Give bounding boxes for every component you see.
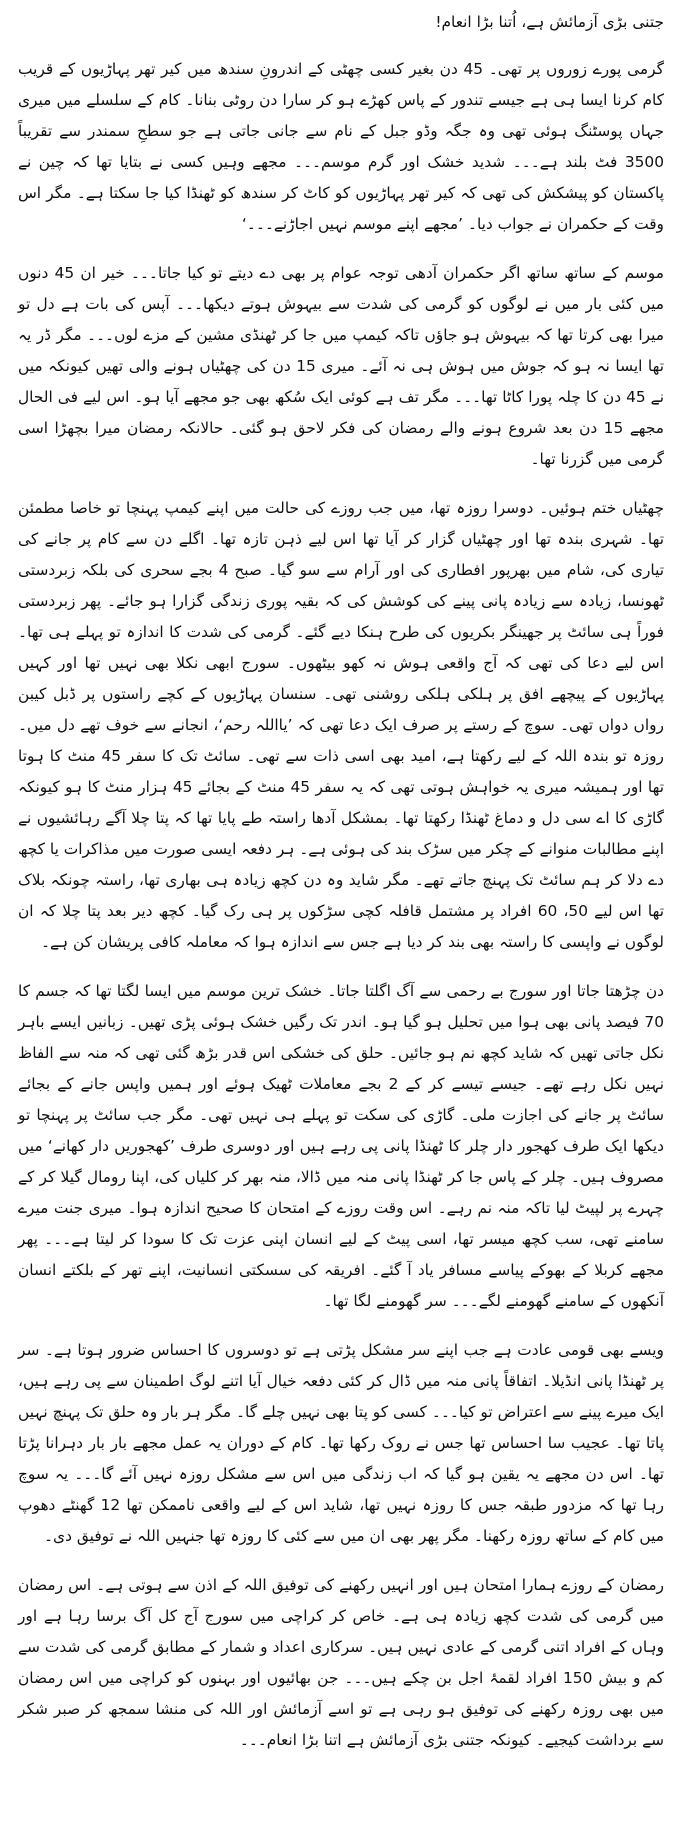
article-paragraph-1: گرمی پورے زوروں پر تھی۔ 45 دن بغیر کسی چھٹی کے اندرونِ سندھ میں کیر تھر پہاڑیوں کے قریب کام کرنا ایسا ہی ہے جیسے تندور کے پاس کھڑے ہو کر سارا دن روٹی بنانا۔ کام کے سلسلے میں میری جہاں پوسٹنگ ہوئی تھی وہ جگہ وڈو جبل کے نام سے جانی جاتی ہے جو سطحِ سمندر سے تقریباً 3500 فٹ بلند ہے۔۔۔ شدید خشک اور گرم موسم۔۔۔ مجھے وہیں کسی نے بتایا تھا کہ چین نے پاکستان کو پیشکش کی تھی کہ کیر تھر پہاڑیوں کو کاٹ کر سندھ کو ٹھنڈا کیا جا سکتا ہے۔ مگر اس وقت کے حکمران نے جواب دیا۔ ’مجھے اپنے موسم نہیں اجاڑنے۔۔۔‘ xyxy=(18,60,664,233)
article-paragraph-3: چھٹیاں ختم ہوئیں۔ دوسرا روزہ تھا، میں جب روزے کی حالت میں اپنے کیمپ پہنچا تو خاصا مطمئن تھا۔ شہری بندہ تھا اور چھٹیاں گزار کر آیا تھا اس لیے ذہن تازہ تھا۔ اگلے دن سے کام پر جانے کی تیاری کی، شام میں بھرپور افطاری کی اور آرام سے سو گیا۔ صبح 4 بجے سحری کی بلکہ زبردستی ٹھونسا، زیادہ سے زیادہ پانی پینے کی کوشش کی کہ بقیہ پوری زندگی گزارا ہو جائے۔ پھر زبردستی فوراً ہی سائٹ پر جھینگر بکریوں کی طرح ہنکا دیے گئے۔ گرمی کی شدت کا اندازہ تو پہلے ہی تھا۔ اس لیے دعا کی تھی کہ آج واقعی ہوش نہ کھو بیٹھوں۔ سورج ابھی نکلا بھی نہیں تھا اور کہیں پہاڑیوں کے پیچھے افق پر ہلکی ہلکی روشنی تھی۔ سنسان پہاڑیوں کے کچے راستوں پر ڈبل کیبن رواں دواں تھی۔ سوچ کے رستے پر صرف ایک دعا تھی کہ ’یااللہ رحم‘، انجانے سے خوف تھے دل میں۔ روزہ تو بندہ اللہ کے لیے رکھتا ہے، امید بھی اسی ذات سے تھی۔ سائٹ تک کا سفر 45 منٹ کا ہوتا تھا اور ہمیشہ میری یہ خواہش ہوتی تھی کہ یہ سفر 45 منٹ کے بجائے 45 ہزار منٹ کا ہو کیونکہ گاڑی کا اے سی دل و دماغ ٹھنڈا رکھتا تھا۔ بمشکل آدھا راستہ طے پایا تھا کہ پتا چلا آگے رہائشیوں نے اپنے مطالبات منوانے کے چکر میں سڑک بند کی ہوئی ہے۔ ہر دفعہ ایسی صورت میں مذاکرات یا کچھ دے دلا کر ہم سائٹ تک پہنچ جاتے تھے۔ مگر شاید وہ دن کچھ زیادہ ہی بھاری تھا، راستہ چونکہ بلاک تھا اس لیے 50، 60 افراد پر مشتمل قافلہ کچی سڑکوں پر ہی رک گیا۔ کچھ دیر بعد پتا چلا کہ ان لوگوں نے واپسی کا راستہ بھی بند کر دیا ہے جس سے اندازہ ہوا کہ معاملہ کافی پریشان کن ہے۔ xyxy=(18,499,664,951)
article-paragraph-2: موسم کے ساتھ ساتھ اگر حکمران آدھی توجہ عوام پر بھی دے دیتے تو کیا جاتا۔۔۔ خیر ان 45 دنوں میں کئی بار میں نے لوگوں کو گرمی کی شدت سے بیہوش ہوتے دیکھا۔۔۔ آپس کی بات ہے دل تو میرا بھی کرتا تھا کہ بیہوش ہو جاؤں تاکہ کیمپ میں جا کر ٹھنڈی مشین کے مزے لوں۔۔۔ مگر ڈر یہ تھا ایسا نہ ہو کہ جوش میں ہوش ہی نہ آئے۔ میری 15 دن کی چھٹیاں ہونے والی تھیں کیونکہ میں نے 45 دن کا چلہ پورا کاٹا تھا۔۔۔ مگر تف ہے کوئی ایک سُکھ بھی جو مجھے آیا ہو۔ اس لیے فی الحال مجھے 15 دن بعد شروع ہونے والے رمضان کی فکر لاحق ہو گئی۔ حالانکہ رمضان میرا بچھڑا اسی گرمی میں گزرنا تھا۔ xyxy=(18,264,664,468)
article-paragraph-5: ویسے بھی قومی عادت ہے جب اپنے سر مشکل پڑتی ہے تو دوسروں کا احساس ضرور ہوتا ہے۔ سر پر ٹھنڈا پانی انڈیلا۔ اتفاقاً پانی منہ میں ڈال کر کئی دفعہ خیال آیا اتنے لوگ اطمینان سے پی رہے ہیں، ایک میرے پینے سے اعتراض تو کیا۔۔۔ کسی کو پتا بھی نہیں چلے گا۔ مگر ہر بار وہ حلق تک پہنچ نہیں پاتا تھا۔ عجیب سا احساس تھا جس نے روک رکھا تھا۔ کام کے دوران یہ عمل مجھے بار بار دہرانا پڑتا تھا۔ اس دن مجھے یہ یقین ہو گیا کہ اب زندگی میں اس سے مشکل روزہ نہیں آئے گا۔۔۔ یہ سوچ رہا تھا کہ مزدور طبقہ جس کا روزہ نہیں تھا، شاید اس کے لیے واقعی ناممکن تھا 12 گھنٹے دھوپ میں کام کے ساتھ روزہ رکھنا۔ مگر پھر بھی ان میں سے کئی کا روزہ تھا جنہیں اللہ نے توفیق دی۔ xyxy=(18,1341,664,1545)
article-title: جتنی بڑی آزمائش ہے، اُتنا بڑا انعام! xyxy=(435,13,664,31)
article-paragraph-6: رمضان کے روزے ہمارا امتحان ہیں اور انہیں رکھنے کی توفیق اللہ کے اذن سے ہوتی ہے۔ اس رمضان میں گرمی کی شدت کچھ زیادہ ہی ہے۔ خاص کر کراچی میں سورج آج کل آگ برسا رہا ہے اور وہاں کے افراد اتنی گرمی کے عادی نہیں ہیں۔ سرکاری اعداد و شمار کے مطابق گرمی کی شدت سے کم و بیش 150 افراد لقمۂ اجل بن چکے ہیں۔۔۔ جن بھائیوں اور بہنوں کو کراچی میں اس رمضان میں بھی روزہ رکھنے کی توفیق ہو رہی ہے تو اسے آزمائش اور اللہ کی منشا سمجھ کر صبر شکر سے برداشت کیجیے۔ کیونکہ جتنی بڑی آزمائش ہے اتنا بڑا انعام۔۔۔ xyxy=(18,1576,665,1749)
article-paragraph-4: دن چڑھتا جاتا اور سورج بے رحمی سے آگ اگلتا جاتا۔ خشک ترین موسم میں ایسا لگتا تھا کہ جسم کا 70 فیصد پانی بھی ہوا میں تحلیل ہو گیا ہو۔ اندر تک رگیں خشک ہوئی پڑی تھیں۔ زبانیں ایسے باہر نکل جاتی تھیں کہ شاید کچھ نم ہو جائیں۔ حلق کی خشکی اس قدر بڑھ گئی تھی کہ منہ سے الفاظ نہیں نکل رہے تھے۔ جیسے تیسے کر کے 2 بجے معاملات ٹھیک ہوئے اور ہمیں واپس جانے کے بجائے سائٹ پر جانے کی اجازت ملی۔ گاڑی کی سکت تو پہلے ہی نہیں تھی۔ مگر جب سائٹ پر پہنچا تو دیکھا ایک طرف کھجور دار چلر کا ٹھنڈا پانی پی رہے ہیں اور دوسری طرف ’کھجوریں دار کھانے‘ میں مصروف ہیں۔ چلر کے پاس جا کر ٹھنڈا پانی منہ میں ڈالا، منہ بھر کر کلیاں کی، اپنا رومال گیلا کر کے چہرے پر لپیٹ لیا تاکہ منہ نم رہے۔ اس وقت روزے کے امتحان کا صحیح اندازہ ہوا۔ میری جنت میرے سامنے تھی، سب کچھ میسر تھا، اسی پیٹ کے لیے انسان اپنی عزت تک کا سودا کر لیتا ہے۔۔۔ پھر مجھے کربلا کے بھوکے پیاسے مسافر یاد آ گئے۔ افریقہ کی سسکتی انسانیت، اپنے تھر کے بلکتے انسان آنکھوں کے سامنے گھومنے لگے۔۔۔ سر گھومنے لگا تھا۔ xyxy=(18,982,664,1310)
